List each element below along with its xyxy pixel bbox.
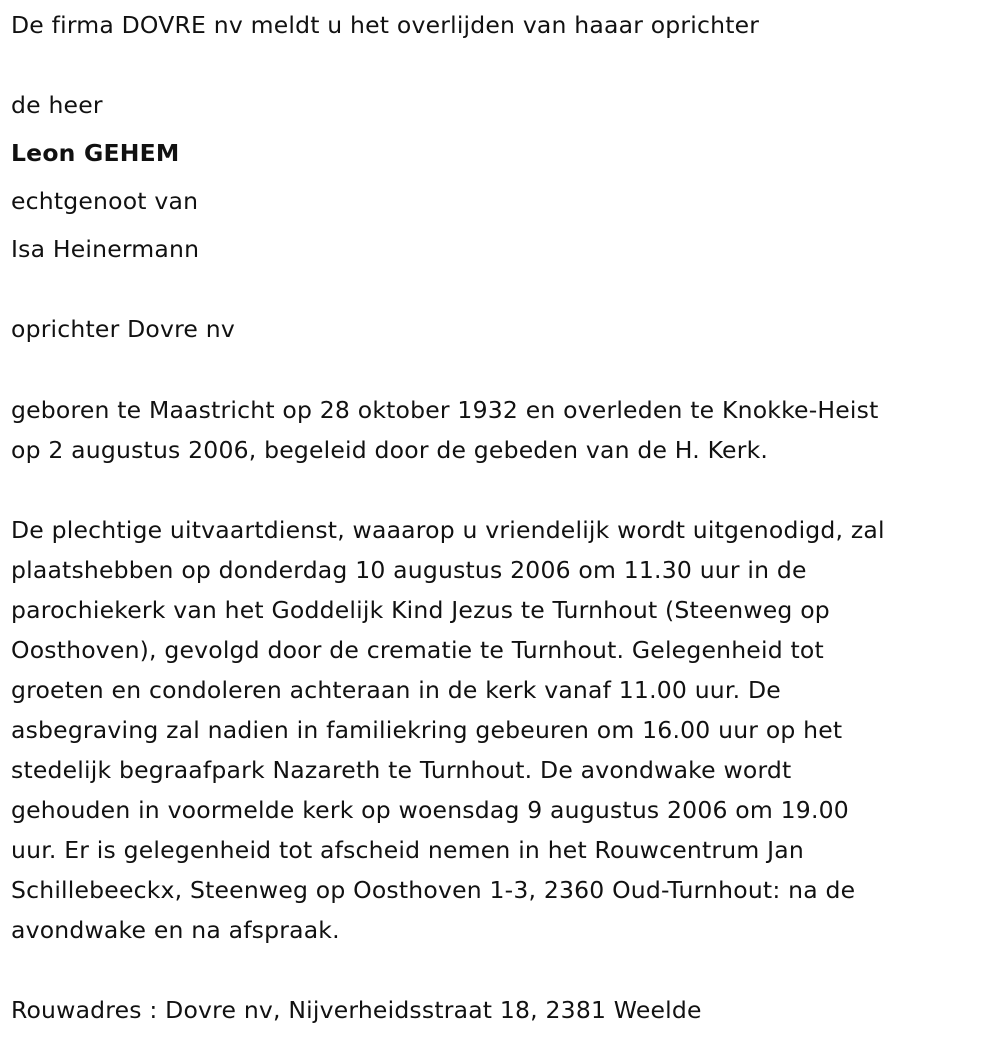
salutation: de heer <box>11 91 103 119</box>
intro-line: De firma DOVRE nv meldt u het overlijden van haaar oprichter <box>11 11 760 39</box>
funeral-line: gehouden in voormelde kerk op woensdag 9 augustus 2006 om 19.00 <box>11 796 849 824</box>
funeral-line: avondwake en na afspraak. <box>11 916 340 944</box>
role-line: oprichter Dovre nv <box>11 315 235 343</box>
funeral-line: groeten en condoleren achteraan in de kerk vanaf 11.00 uur. De <box>11 676 781 704</box>
birth-death-line: geboren te Maastricht op 28 oktober 1932 en overleden te Knokke-Heist <box>11 396 879 424</box>
spouse-label: echtgenoot van <box>11 187 199 215</box>
funeral-line: asbegraving zal nadien in familiekring gebeuren om 16.00 uur op het <box>11 716 843 744</box>
funeral-line: De plechtige uitvaartdienst, waaarop u vriendelijk wordt uitgenodigd, zal <box>11 516 885 544</box>
funeral-line: uur. Er is gelegenheid tot afscheid nemen in het Rouwcentrum Jan <box>11 836 804 864</box>
spouse-name: Isa Heinermann <box>11 235 200 263</box>
deceased-name: Leon GEHEM <box>11 139 180 167</box>
address-line: Rouwadres : Dovre nv, Nijverheidsstraat 18, 2381 Weelde <box>11 996 702 1024</box>
funeral-line: Schillebeeckx, Steenweg op Oosthoven 1-3, 2360 Oud-Turnhout: na de <box>11 876 856 904</box>
funeral-line: Oosthoven), gevolgd door de crematie te Turnhout. Gelegenheid tot <box>11 636 824 664</box>
funeral-line: parochiekerk van het Goddelijk Kind Jezus te Turnhout (Steenweg op <box>11 596 830 624</box>
funeral-line: stedelijk begraafpark Nazareth te Turnhout. De avondwake wordt <box>11 756 792 784</box>
funeral-line: plaatshebben op donderdag 10 augustus 2006 om 11.30 uur in de <box>11 556 807 584</box>
birth-death-line: op 2 augustus 2006, begeleid door de gebeden van de H. Kerk. <box>11 436 769 464</box>
